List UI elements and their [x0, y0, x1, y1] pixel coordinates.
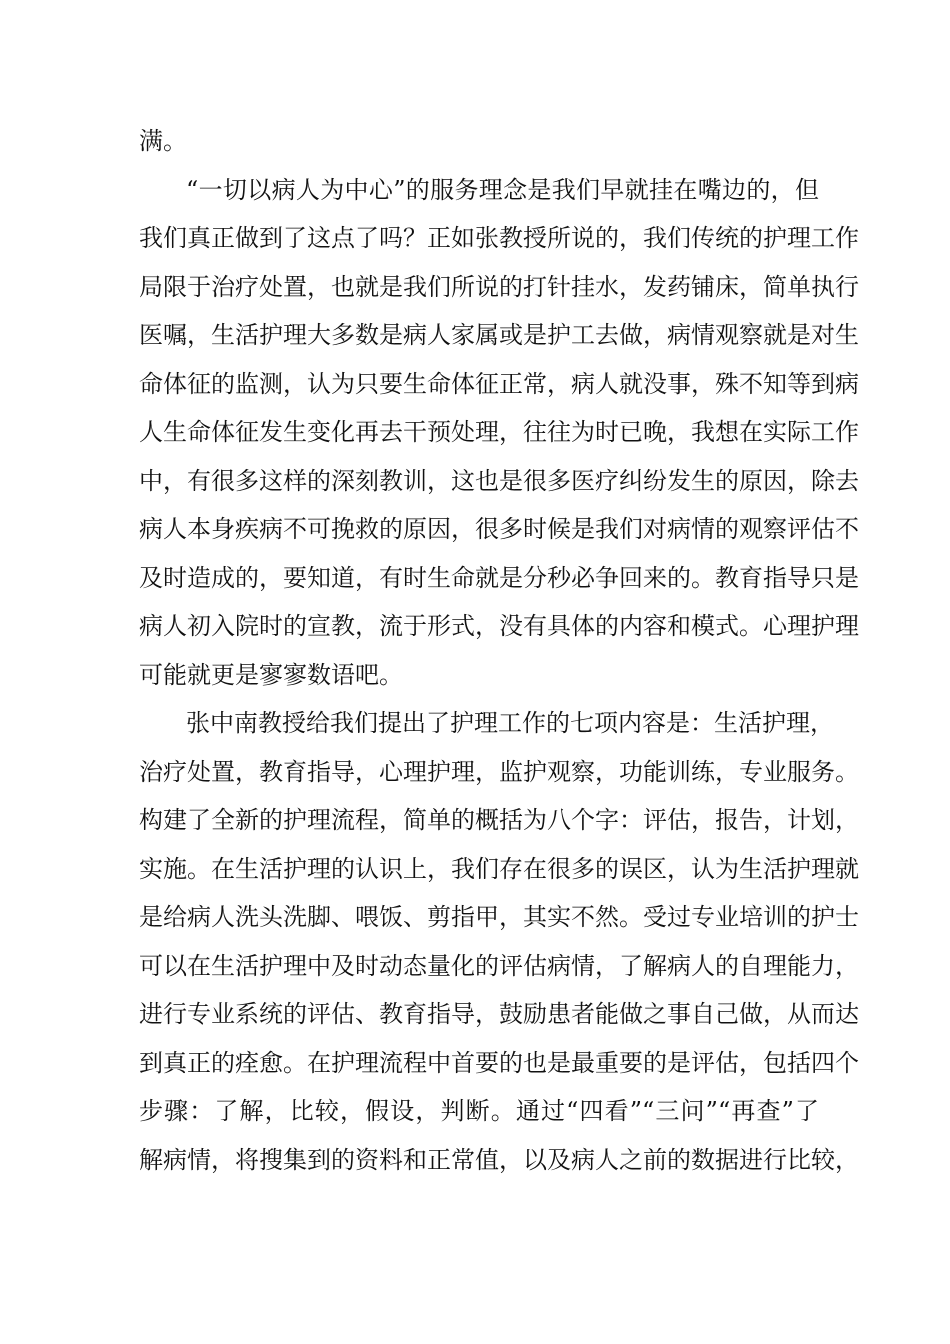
text-line: 到真正的痊愈。在护理流程中首要的也是最重要的是评估，包括四个: [139, 1048, 859, 1077]
body-text: [139, 117, 859, 1184]
text-line: 解病情，将搜集到的资料和正常值，以及病人之前的数据进行比较，: [139, 1145, 859, 1174]
text-line: 可以在生活护理中及时动态量化的评估病情，了解病人的自理能力，: [139, 951, 859, 980]
paragraph-first-line: “一切以病人为中心”的服务理念是我们早就挂在嘴边的，但: [186, 175, 819, 204]
text-line: 病人初入院时的宣教，流于形式，没有具体的内容和模式。心理护理: [139, 612, 859, 640]
text-line: 进行专业系统的评估、教育指导，鼓励患者能做之事自己做，从而达: [139, 1000, 859, 1028]
text-line: 病人本身疾病不可挽救的原因，很多时候是我们对病情的观察评估不: [139, 515, 859, 543]
text-line: 步骤：了解，比较，假设，判断。通过“四看”“三问”“再查”了: [139, 1097, 819, 1125]
text-line: 满。: [139, 127, 187, 155]
paragraph-first-line: 张中南教授给我们提出了护理工作的七项内容是：生活护理，: [186, 709, 834, 737]
text-line: 及时造成的，要知道，有时生命就是分秒必争回来的。教育指导只是: [139, 563, 859, 592]
text-line: 人生命体征发生变化再去干预处理，往往为时已晚，我想在实际工作: [139, 418, 859, 446]
text-line: 医嘱，生活护理大多数是病人家属或是护工去做，病情观察就是对生: [139, 321, 859, 349]
text-line: 治疗处置，教育指导，心理护理，监护观察，功能训练，专业服务。: [139, 757, 859, 786]
text-line: 中，有很多这样的深刻教训，这也是很多医疗纠纷发生的原因，除去: [139, 466, 859, 495]
text-line: 局限于治疗处置，也就是我们所说的打针挂水，发药铺床，简单执行: [139, 272, 859, 301]
text-line: 命体征的监测，认为只要生命体征正常，病人就没事，殊不知等到病: [139, 369, 859, 398]
text-line: 构建了全新的护理流程，简单的概括为八个字：评估，报告，计划，: [139, 806, 859, 834]
text-line: 是给病人洗头洗脚、喂饭、剪指甲，其实不然。受过专业培训的护士: [139, 903, 859, 931]
text-line: 可能就更是寥寥数语吧。: [139, 660, 403, 689]
text-line: 我们真正做到了这点了吗？正如张教授所说的，我们传统的护理工作: [139, 224, 859, 252]
text-line: 实施。在生活护理的认识上，我们存在很多的误区，认为生活护理就: [139, 854, 859, 883]
